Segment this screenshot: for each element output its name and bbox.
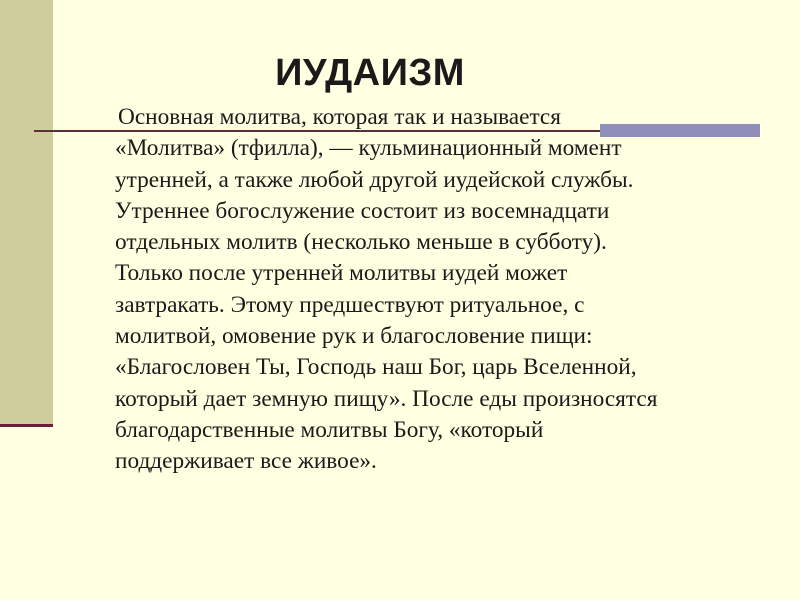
body-line: молитвой, омовение рук и благословение пищи:	[115, 323, 593, 350]
body-line: поддерживает все живое».	[115, 448, 377, 475]
left-decorative-band	[0, 0, 53, 425]
body-line: Основная молитва, которая так и называется	[118, 104, 561, 130]
body-line: «Молитва» (тфилла), — кульминационный момент	[115, 135, 622, 162]
body-line: отдельных молитв (несколько меньше в субботу).	[115, 229, 607, 256]
body-line: который дает земную пищу». После еды произносятся	[115, 385, 658, 412]
body-line: завтракать. Этому предшествуют ритуальное, с	[115, 291, 585, 318]
body-line: Утреннее богослужение состоит из восемнадцати	[115, 197, 610, 224]
body-line: Только после утренней молитвы иудей может	[115, 260, 568, 287]
slide-body-text	[115, 102, 758, 478]
left-band-rule	[0, 424, 53, 427]
slide-title: ИУДАИЗМ	[275, 52, 465, 94]
body-line: утренней, а также любой другой иудейской службы.	[115, 166, 634, 193]
body-line: «Благословен Ты, Господь наш Бог, царь Вселенной,	[115, 354, 637, 381]
body-line: благодарственные молитвы Богу, «который	[115, 416, 544, 443]
